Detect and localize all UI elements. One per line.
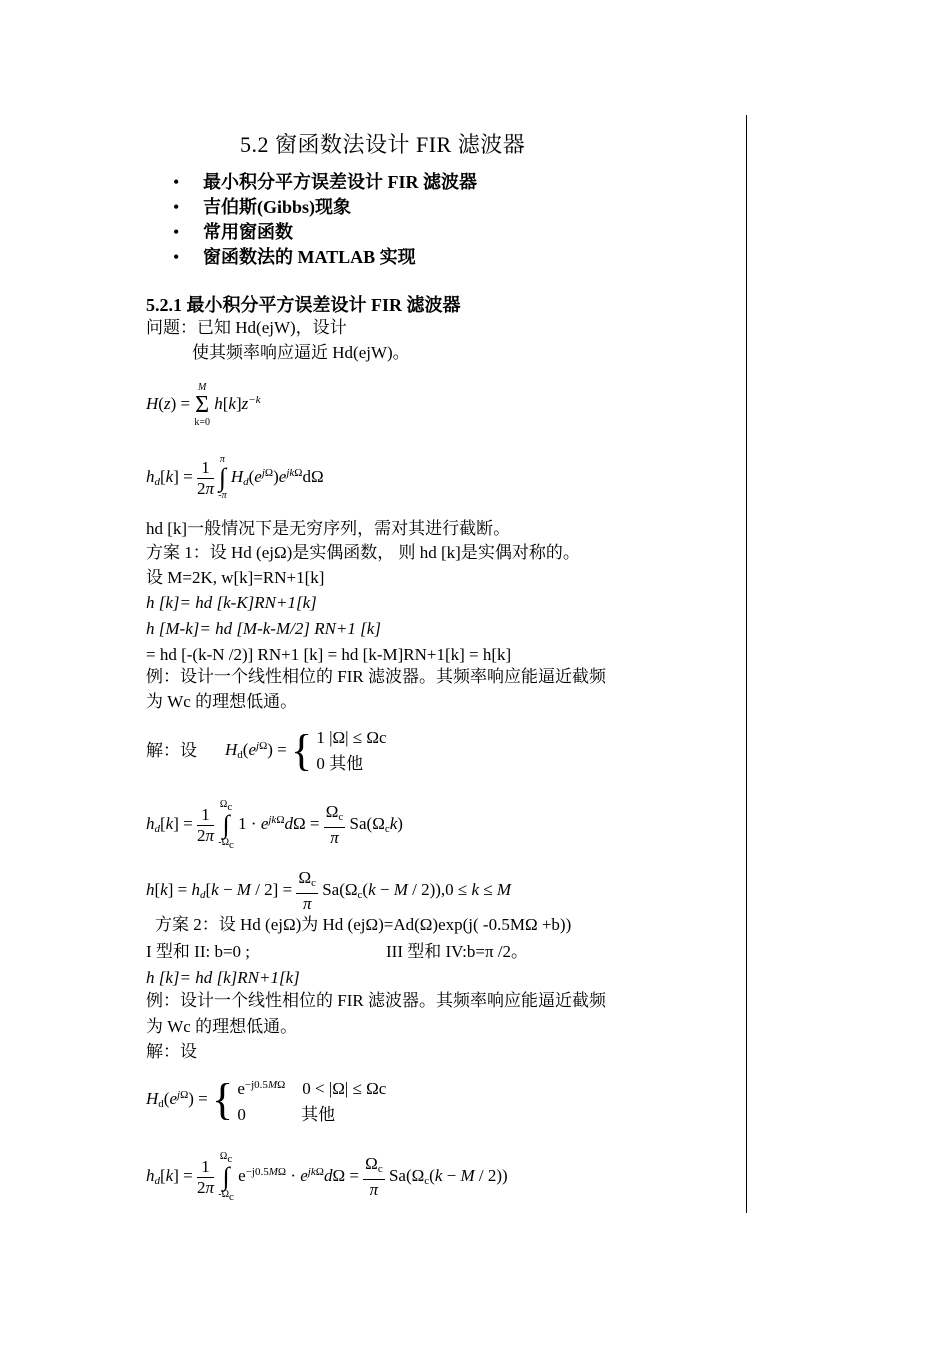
list-item: • 吉伯斯(Gibbs)现象 <box>173 197 352 217</box>
example-1-cont: 为 Wc 的理想低通。 <box>146 692 298 711</box>
equation-hd-ideal: $h_d[k]$ = $\frac{1}{2\pi}$ $\Omega_c$ ∫ $-\Omega_c$ $1 \cdot e^{jk\Omega}d\Omega$ = $\frac{\Omega_c}{\pi}$ $Sa(\Omega_ck)$ <box>146 799 403 851</box>
scheme-line: = hd [-(k-N /2)] RN+1 [k] = hd [k-M]RN+1[k] = h[k] <box>146 645 512 664</box>
example-1: 例：设计一个线性相位的 FIR 滤波器。其频率响应能逼近截频 <box>146 667 606 686</box>
list-item: • 窗函数法的 MATLAB 实现 <box>173 247 416 267</box>
problem-line-2: 使其频率响应逼近 Hd(ejW)。 <box>192 343 410 362</box>
page-title: 5.2 窗函数法设计 FIR 滤波器 <box>240 132 526 157</box>
scheme-line: h [M-k]= hd [M-k-M/2] RN+1 [k] <box>146 619 381 638</box>
section-heading: 5.2.1 最小积分平方误差设计 FIR 滤波器 <box>146 295 461 315</box>
solution-label: 解：设 <box>146 1042 197 1061</box>
equation-h-shift: $h[k] = h_d[k - M / 2]$ = $\frac{\Omega_c}{\pi}$ $Sa(\Omega_c(k - M / 2)),0 \le k \le M$ <box>146 868 512 913</box>
scheme-line: h [k]= hd [k]RN+1[k] <box>146 968 300 987</box>
type-note: I 型和 II: b=0 ; <box>146 942 251 961</box>
scheme-line: h [k]= hd [k-K]RN+1[k] <box>146 593 317 612</box>
scheme-line: 设 M=2K, w[k]=RN+1[k] <box>146 568 325 587</box>
equation-hd-linear-phase: $h_d[k]$ = $\frac{1}{2\pi}$ $\Omega_c$ ∫ $-\Omega_c$ $e^{-j0.5M\Omega} \cdot e^{jk\Omega}d\Omega$ = $\frac{\Omega_c}{\pi}$ $Sa(\Omega_c(k - M / 2))$ <box>146 1151 508 1203</box>
scheme-1: 方案 1：设 Hd (ejΩ)是实偶函数， 则 hd [k]是实偶对称的。 <box>146 543 580 562</box>
example-2: 例：设计一个线性相位的 FIR 滤波器。其频率响应能逼近截频 <box>146 991 606 1010</box>
scheme-2: 方案 2：设 Hd (ejΩ)为 Hd (ejΩ)=Ad(Ω)exp(j( -0.5MΩ +b)) <box>155 915 572 934</box>
list-item: • 最小积分平方误差设计 FIR 滤波器 <box>173 172 477 192</box>
equation-piecewise-2: $H_d(e^{j\Omega})$ = { $e^{-j0.5M\Omega}$ 0 < |Ω| ≤ Ωc 0 其他 <box>146 1075 387 1124</box>
problem-line: 问题：已知 Hd(ejW)，设计 <box>146 318 347 337</box>
type-note: III 型和 IV:b=π /2。 <box>386 942 529 961</box>
equation-piecewise-1: $H_d(e^{j\Omega})$ = { 1 |Ω| ≤ Ωc 0 其他 <box>225 726 387 775</box>
list-item: • 常用窗函数 <box>173 222 293 242</box>
example-2-cont: 为 Wc 的理想低通。 <box>146 1017 298 1036</box>
equation-hz: H(z) = M Σ k=0 $h[k]z^{-k}$ <box>146 382 261 428</box>
solution-label: 解：设 <box>146 741 197 760</box>
truncation-note: hd [k]一般情况下是无穷序列，需对其进行截断。 <box>146 519 511 538</box>
equation-hd: $h_d[k]$ = $\frac{1}{2\pi}$ π ∫ -π $H_d(e^{j\Omega})e^{jk\Omega}d\Omega$ <box>146 454 324 501</box>
vertical-rule <box>746 115 747 1213</box>
